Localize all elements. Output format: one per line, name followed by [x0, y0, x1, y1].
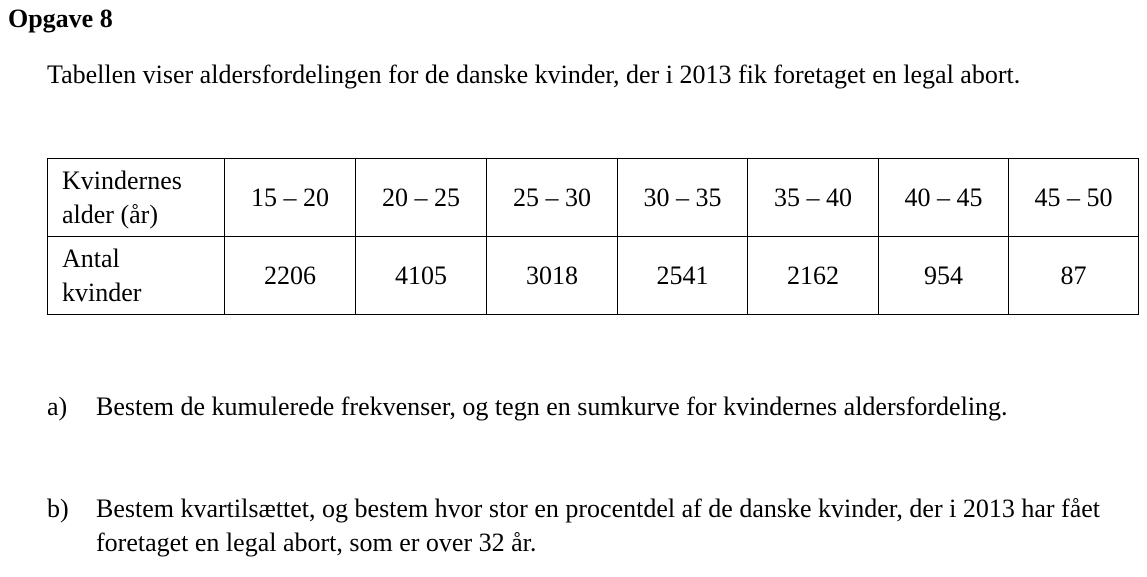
count-cell: 2541 [618, 237, 748, 315]
question-b [47, 492, 1127, 560]
age-group-cell: 15 – 20 [225, 159, 356, 237]
row-header-age-line1: Kvindernes [62, 165, 182, 195]
count-cell: 3018 [487, 237, 618, 315]
row-header-count [48, 237, 225, 315]
age-group-cell: 30 – 35 [618, 159, 748, 237]
row-header-count-line1: Antal [62, 243, 120, 273]
count-cell: 87 [1009, 237, 1139, 315]
row-header-age [48, 159, 225, 237]
table-row-counts [48, 237, 1139, 315]
age-group-cell: 25 – 30 [487, 159, 618, 237]
age-group-cell: 40 – 45 [879, 159, 1009, 237]
row-header-age-line2: alder (år) [62, 199, 158, 229]
table-row-ages [48, 159, 1139, 237]
age-distribution-table [47, 158, 1139, 315]
intro-paragraph: Tabellen viser aldersfordelingen for de danske kvinder, der i 2013 fik foretaget en legal abort. [47, 60, 1021, 89]
age-group-cell: 35 – 40 [748, 159, 879, 237]
count-cell: 2206 [225, 237, 356, 315]
question-b-text: Bestem kvartilsættet, og bestem hvor stor en procentdel af de danske kvinder, der i 2013 har fået foretaget en legal abort, som er over 32 år. [96, 494, 1100, 557]
question-a [47, 390, 1127, 424]
question-a-label: a) [47, 392, 68, 421]
count-cell: 4105 [356, 237, 487, 315]
count-cell: 2162 [748, 237, 879, 315]
exercise-heading: Opgave 8 [8, 4, 113, 33]
age-group-cell: 45 – 50 [1009, 159, 1139, 237]
question-a-text: Bestem de kumulerede frekvenser, og tegn en sumkurve for kvindernes aldersfordeling. [96, 392, 1008, 421]
age-group-cell: 20 – 25 [356, 159, 487, 237]
question-b-label: b) [47, 494, 69, 523]
row-header-count-line2: kvinder [62, 277, 142, 307]
count-cell: 954 [879, 237, 1009, 315]
